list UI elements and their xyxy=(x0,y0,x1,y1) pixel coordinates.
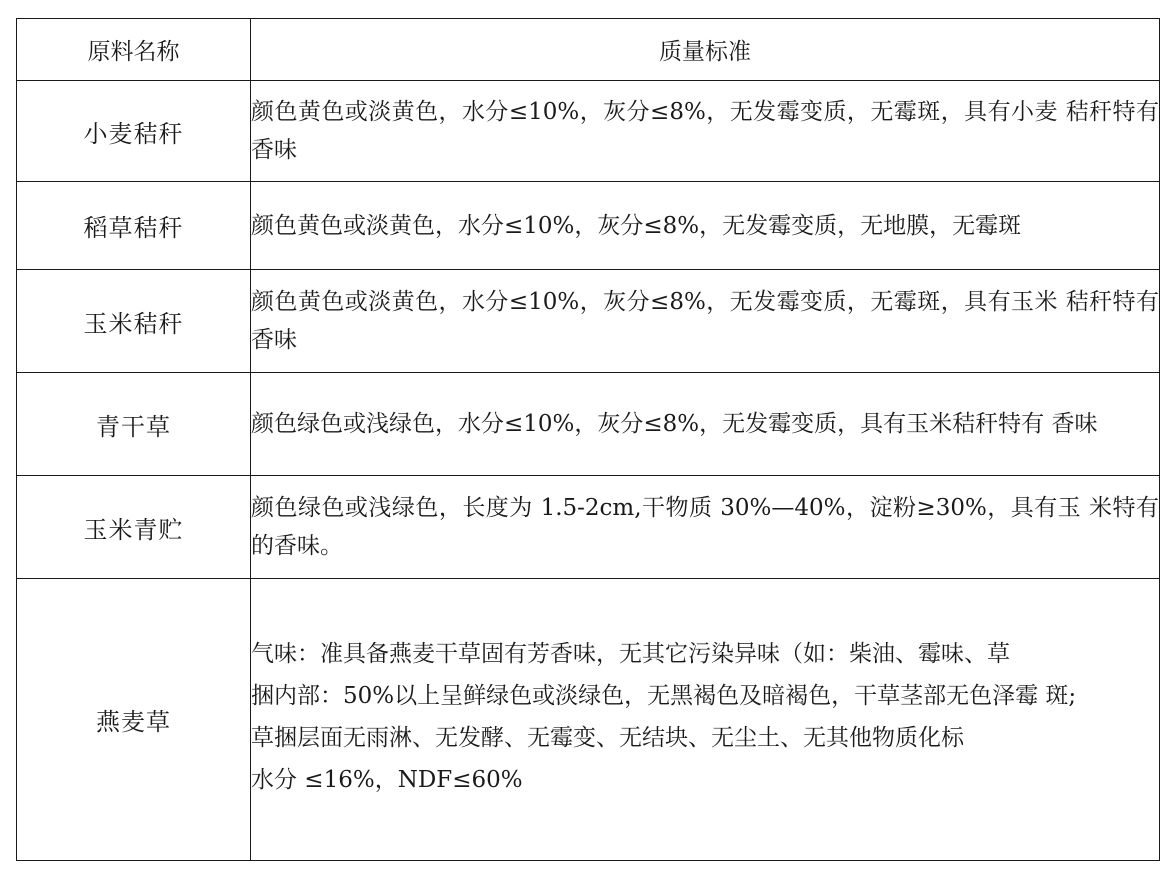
standard-line-moisture-ndf: 水分 ≤16%，NDF≤60% xyxy=(251,766,523,793)
quality-standards-table xyxy=(16,18,1160,861)
table-row xyxy=(17,81,1160,182)
table-row xyxy=(17,373,1160,476)
standard-line-bale-interior: 捆内部：50%以上呈鲜绿色或淡绿色，无黑褐色及暗褐色，干草茎部无色泽霉 斑; xyxy=(251,682,1077,709)
quality-standard-cell: 颜色黄色或淡黄色，水分≤10%，灰分≤8%，无发霉变质，无霉斑，具有小麦 秸秆特有香味 xyxy=(251,81,1160,182)
quality-standard-cell: 颜色黄色或淡黄色，水分≤10%，灰分≤8%，无发霉变质，无霉斑，具有玉米 秸秆特有香味 xyxy=(251,270,1160,373)
material-name-cell: 小麦秸秆 xyxy=(17,81,251,182)
header-material-name: 原料名称 xyxy=(17,19,251,81)
material-name-cell: 稻草秸秆 xyxy=(17,182,251,270)
header-quality-standard: 质量标准 xyxy=(251,19,1160,81)
material-name-cell: 玉米青贮 xyxy=(17,476,251,579)
table-row xyxy=(17,579,1160,861)
material-name-cell: 燕麦草 xyxy=(17,579,251,861)
standard-line-odor: 气味：准具备燕麦干草固有芳香味，无其它污染异味（如：柴油、霉味、草 xyxy=(251,640,1010,667)
material-name-cell: 玉米秸秆 xyxy=(17,270,251,373)
material-name-cell: 青干草 xyxy=(17,373,251,476)
quality-standard-cell xyxy=(251,579,1160,861)
table-row xyxy=(17,182,1160,270)
quality-standard-cell: 颜色黄色或淡黄色，水分≤10%，灰分≤8%，无发霉变质，无地膜，无霉斑 xyxy=(251,182,1160,270)
table-row xyxy=(17,270,1160,373)
table-header-row xyxy=(17,19,1160,81)
quality-standard-cell: 颜色绿色或浅绿色，长度为 1.5-2cm,干物质 30%—40%，淀粉≥30%，具有玉 米特有的香味。 xyxy=(251,476,1160,579)
standard-line-bale-surface: 草捆层面无雨淋、无发酵、无霉变、无结块、无尘土、无其他物质化标 xyxy=(251,724,964,751)
quality-standard-cell: 颜色绿色或浅绿色，水分≤10%，灰分≤8%，无发霉变质，具有玉米秸秆特有 香味 xyxy=(251,373,1160,476)
table-row xyxy=(17,476,1160,579)
